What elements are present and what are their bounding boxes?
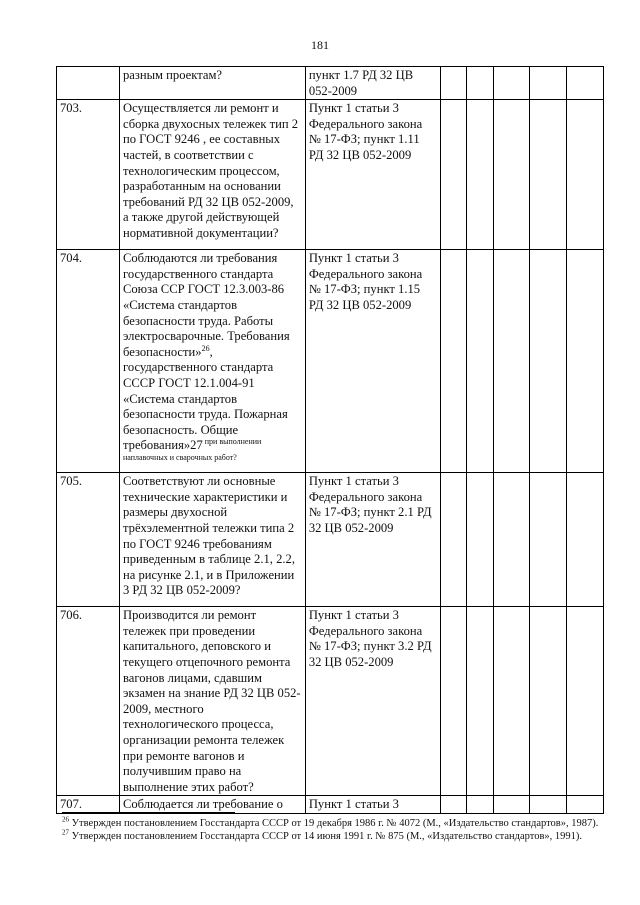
- check-cell: [493, 607, 530, 796]
- reference-cell: Пункт 1 статьи 3: [305, 796, 440, 814]
- table-row: [57, 67, 604, 100]
- row-number: 704.: [57, 250, 120, 473]
- footnote-divider: [62, 812, 235, 813]
- check-cell: [467, 607, 493, 796]
- check-cell: [567, 100, 604, 250]
- check-cell: [467, 473, 493, 607]
- row-number: 703.: [57, 100, 120, 250]
- check-cell: [467, 67, 493, 100]
- check-cell: [493, 473, 530, 607]
- footnote-text: Утвержден постановлением Госстандарта СССР от 19 декабря 1986 г. № 4072 (М., «Издательство стандартов», 1987).: [71, 818, 599, 829]
- check-cell: [441, 473, 467, 607]
- footnote: [62, 830, 622, 843]
- table-row: [57, 250, 604, 473]
- check-cell: [530, 796, 567, 814]
- check-cell: [467, 100, 493, 250]
- row-number: 705.: [57, 473, 120, 607]
- row-number: 706.: [57, 607, 120, 796]
- check-cell: [441, 100, 467, 250]
- question-cell: Производится ли ремонт тележек при проведении капитального, деповского и текущего отцепочного ремонта вагонов лицами, сдавшим экзамен на знание РД 32 ЦВ 052-2009, местного технологического процесса, организации ремонта тележек при ремонте вагонов и получившим право на выполнение этих работ?: [119, 607, 305, 796]
- check-cell: [567, 67, 604, 100]
- question-cell: Соблюдается ли требование о: [119, 796, 305, 814]
- check-cell: [441, 250, 467, 473]
- check-cell: [493, 250, 530, 473]
- reference-cell: Пункт 1 статьи 3 Федерального закона № 17-ФЗ; пункт 1.11 РД 32 ЦВ 052-2009: [305, 100, 440, 250]
- check-cell: [493, 796, 530, 814]
- row-number: [57, 67, 120, 100]
- check-cell: [567, 473, 604, 607]
- footnote-text: Утвержден постановлением Госстандарта СССР от 14 июня 1991 г. № 875 (М., «Издательство стандартов», 1991).: [71, 831, 583, 842]
- check-cell: [467, 796, 493, 814]
- reference-cell: Пункт 1 статьи 3 Федерального закона № 17-ФЗ; пункт 3.2 РД 32 ЦВ 052-2009: [305, 607, 440, 796]
- footnote-mark: 26: [62, 815, 69, 824]
- requirements-table: [56, 66, 604, 814]
- check-cell: [530, 67, 567, 100]
- question-cell: Осуществляется ли ремонт и сборка двухосных тележек тип 2 по ГОСТ 9246 , ее составных частей, в соответствии с технологическим процессом, разработанным на основании требований РД 32 ЦВ 052-2009, а также другой действующей нормативной документации?: [119, 100, 305, 250]
- footnotes: [62, 817, 622, 843]
- footnote: [62, 817, 622, 830]
- check-cell: [441, 67, 467, 100]
- check-cell: [530, 100, 567, 250]
- question-cell: разным проектам?: [119, 67, 305, 100]
- check-cell: [441, 796, 467, 814]
- check-cell: [467, 250, 493, 473]
- check-cell: [493, 100, 530, 250]
- check-cell: [567, 607, 604, 796]
- table-row: [57, 100, 604, 250]
- reference-cell: Пункт 1 статьи 3 Федерального закона № 17-ФЗ; пункт 1.15 РД 32 ЦВ 052-2009: [305, 250, 440, 473]
- check-cell: [493, 67, 530, 100]
- table-row: [57, 473, 604, 607]
- table-row: [57, 796, 604, 814]
- question-cell: Соблюдаются ли требования государственного стандарта Союза ССР ГОСТ 12.3.003-86 «Система стандартов безопасности труда. Работы электросварочные. Требования безопасности»$^{26}$, государственного стандарта СССР ГОСТ 12.1.004-91 «Система стандартов безопасности труда. Пожарная безопасность. Общие требования»27 $^{при выполнении наплавочных и сварочных работ?}$: [119, 250, 305, 473]
- row-number: 707.: [57, 796, 120, 814]
- question-cell: Соответствуют ли основные технические характеристики и размеры двухосной трёхэлементной тележки типа 2 по ГОСТ 9246 требованиям приведенным в таблице 2.1, 2.2, на рисунке 2.1, и в Приложении 3 РД 32 ЦВ 052-2009?: [119, 473, 305, 607]
- table-row: [57, 607, 604, 796]
- check-cell: [530, 250, 567, 473]
- footnote-ref: при выполнении наплавочных и сварочных работ?: [122, 437, 262, 462]
- check-cell: [567, 250, 604, 473]
- footnote-ref: 26: [201, 343, 210, 353]
- reference-cell: пункт 1.7 РД 32 ЦВ 052-2009: [305, 67, 440, 100]
- check-cell: [567, 796, 604, 814]
- check-cell: [441, 607, 467, 796]
- footnote-mark: 27: [62, 828, 69, 837]
- reference-cell: Пункт 1 статьи 3 Федерального закона № 17-ФЗ; пункт 2.1 РД 32 ЦВ 052-2009: [305, 473, 440, 607]
- page-number: 181: [311, 38, 329, 52]
- check-cell: [530, 473, 567, 607]
- check-cell: [530, 607, 567, 796]
